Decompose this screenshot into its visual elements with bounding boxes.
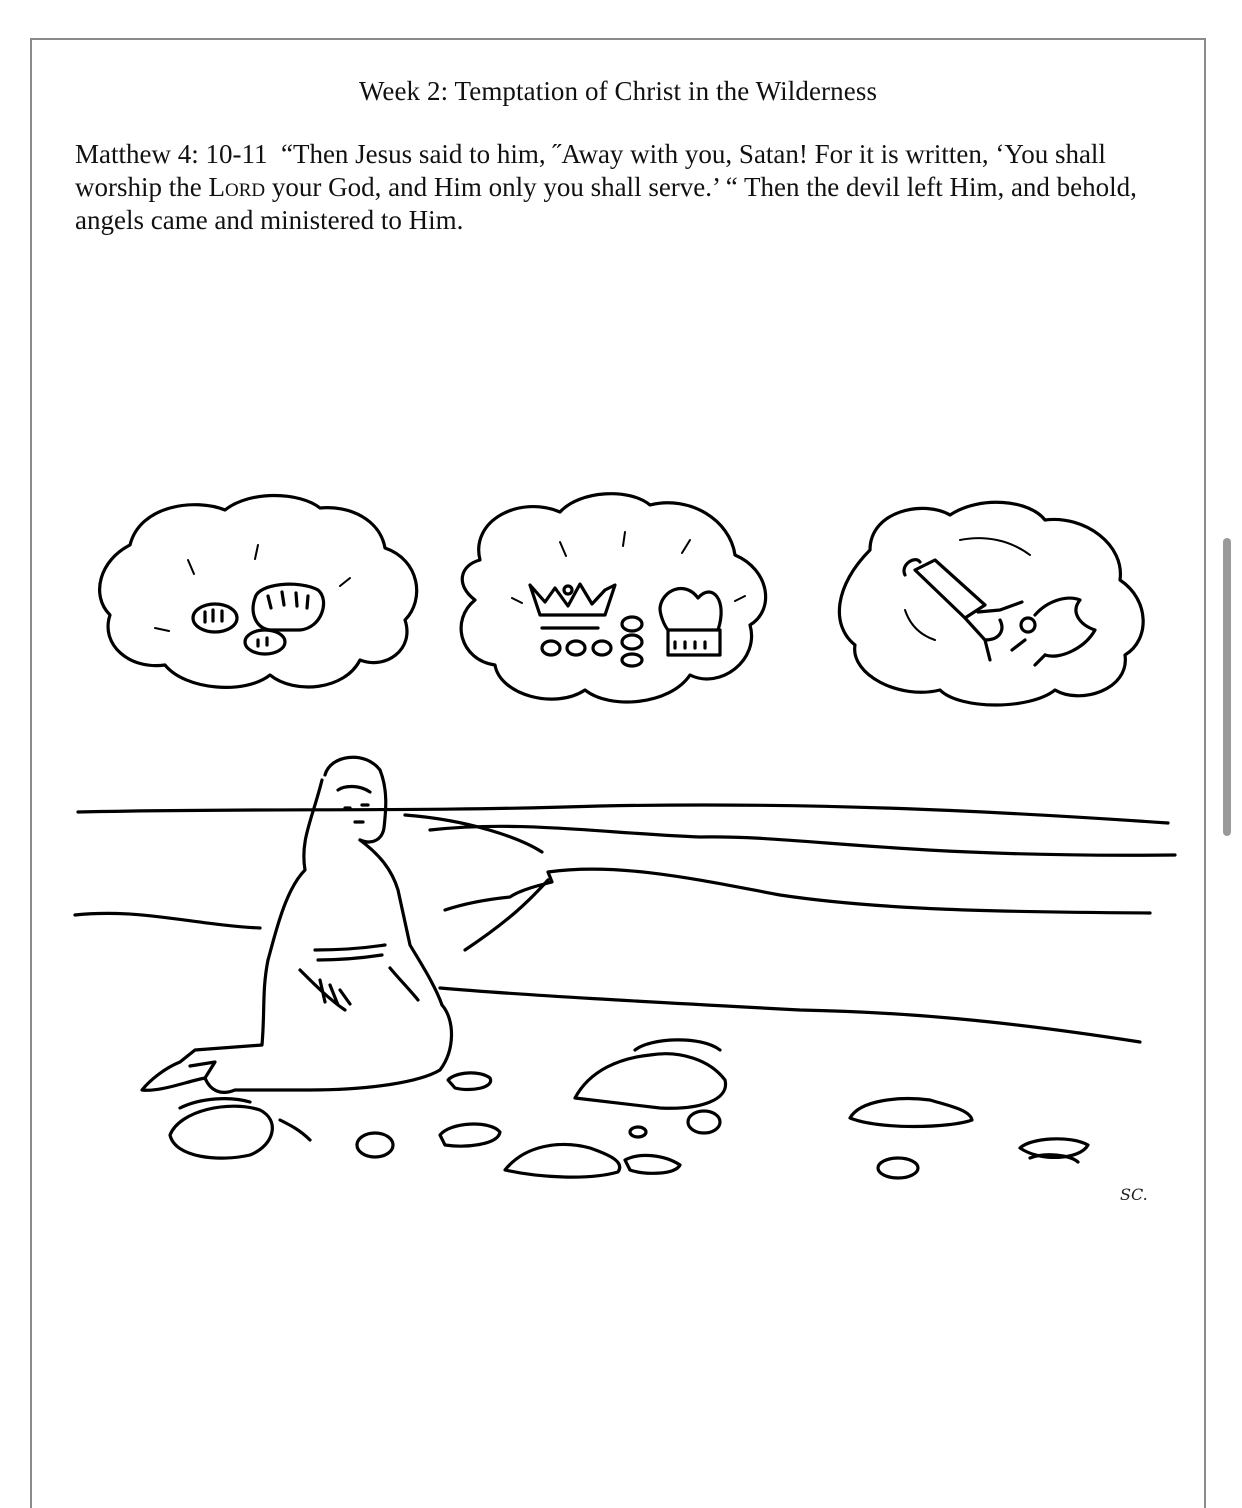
jesus-figure <box>142 757 452 1092</box>
verse-text-part2: your God, and Him only you shall serve.’ “ Then the devil left Him, and behold, angels came and ministered to Him. <box>75 172 1137 235</box>
bread-icon <box>193 584 324 654</box>
page-title: Week 2: Temptation of Christ in the Wilderness <box>358 76 878 106</box>
thought-bubble-crowns <box>461 494 766 702</box>
thought-bubble-scroll-angel <box>839 502 1143 705</box>
verse-reference: Matthew 4: 10-11 <box>75 139 268 169</box>
landscape-horizon <box>75 805 1175 1042</box>
angel-icon <box>1012 598 1095 665</box>
verse-lord: Lord <box>208 172 266 202</box>
coins-icon <box>542 617 642 666</box>
scroll-icon <box>904 560 1022 660</box>
artist-initials: SC. <box>1120 1185 1148 1204</box>
verse-text-part1: “Then Jesus said to him, ˝Away with you, Satan! For it is written, ‘You shall worship the <box>75 139 1106 202</box>
vertical-scrollbar[interactable] <box>1223 538 1231 836</box>
crown-icon <box>530 584 615 628</box>
thought-bubble-bread <box>100 496 417 688</box>
royal-crown-icon <box>660 589 721 655</box>
rocks <box>170 1040 1088 1178</box>
